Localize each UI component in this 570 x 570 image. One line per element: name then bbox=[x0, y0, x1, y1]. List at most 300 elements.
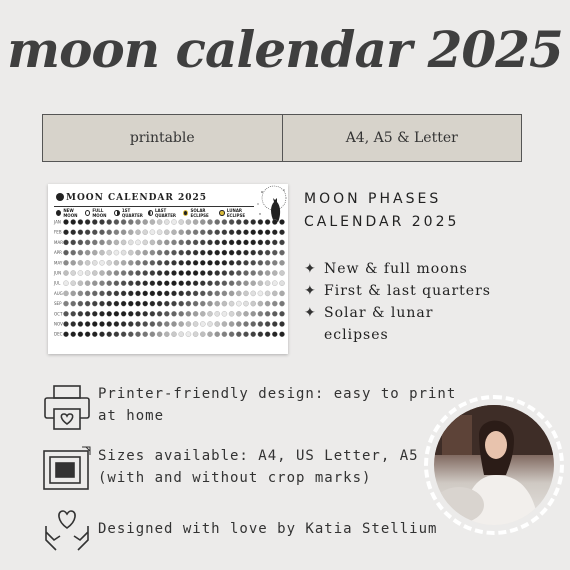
month-label: MAR bbox=[54, 239, 63, 245]
moon-phase-dot bbox=[71, 219, 76, 224]
moon-phase-dot bbox=[85, 332, 90, 337]
legend-solar-eclipse: SOLAR ECLIPSE bbox=[183, 208, 219, 218]
moon-phase-dot bbox=[186, 291, 191, 296]
moon-phase-dot bbox=[222, 230, 227, 235]
moon-phase-dot bbox=[171, 281, 176, 286]
banner-printable: printable bbox=[129, 130, 195, 146]
moon-phase-dot bbox=[200, 250, 205, 255]
moon-phase-dot bbox=[171, 240, 176, 245]
designer-line: Designed with love by Katia Stellium bbox=[98, 521, 438, 537]
moon-phase-dot bbox=[171, 270, 176, 275]
four-point-star-icon: ✦ bbox=[304, 305, 317, 321]
moon-phase-dot bbox=[279, 270, 284, 275]
moon-phase-dot bbox=[128, 301, 133, 306]
moon-phase-dot bbox=[63, 301, 68, 306]
moon-phase-dot bbox=[193, 301, 198, 306]
moon-phase-dot bbox=[114, 301, 119, 306]
moon-phase-dot bbox=[107, 321, 112, 326]
moon-phase-dot bbox=[193, 291, 198, 296]
moon-phase-dot bbox=[186, 332, 191, 337]
moon-phase-dot bbox=[251, 311, 256, 316]
moon-phase-dot bbox=[243, 281, 248, 286]
four-point-star-icon: ✦ bbox=[304, 283, 317, 299]
hands-heart-icon bbox=[42, 506, 92, 554]
moon-phase-dot bbox=[92, 260, 97, 265]
paper-sizes-icon bbox=[42, 445, 92, 493]
moon-phase-dot bbox=[135, 260, 140, 265]
moon-phase-dot bbox=[85, 281, 90, 286]
moon-phase-dot bbox=[99, 270, 104, 275]
designer-photo-frame bbox=[424, 395, 564, 535]
moon-phase-dot bbox=[150, 240, 155, 245]
moon-phase-dot bbox=[150, 301, 155, 306]
moon-phase-dot bbox=[215, 240, 220, 245]
moon-phase-dot bbox=[92, 230, 97, 235]
moon-phase-dot bbox=[222, 291, 227, 296]
moon-phase-dot bbox=[236, 230, 241, 235]
moon-phase-dot bbox=[71, 332, 76, 337]
feature-item-continued: eclipses bbox=[324, 327, 389, 343]
moon-phase-dot bbox=[164, 332, 169, 337]
sizes-line-1: Sizes available: A4, US Letter, A5 bbox=[98, 448, 419, 464]
moon-phase-dot bbox=[200, 240, 205, 245]
moon-phase-dot bbox=[222, 240, 227, 245]
month-label: OCT bbox=[54, 311, 63, 317]
moon-phase-dot bbox=[121, 230, 126, 235]
moon-phase-dot bbox=[193, 219, 198, 224]
moon-phase-dot bbox=[279, 291, 284, 296]
moon-phase-dot bbox=[186, 250, 191, 255]
moon-phase-dot bbox=[143, 250, 148, 255]
moon-phase-dot bbox=[243, 332, 248, 337]
moon-phase-dot bbox=[71, 321, 76, 326]
moon-phase-dot bbox=[164, 321, 169, 326]
moon-phase-dot bbox=[107, 270, 112, 275]
moon-phase-dot bbox=[150, 250, 155, 255]
moon-phase-dot bbox=[78, 219, 83, 224]
moon-phase-dot bbox=[99, 311, 104, 316]
moon-phase-dot bbox=[186, 270, 191, 275]
moon-phase-dot bbox=[272, 230, 277, 235]
moon-phase-dot bbox=[171, 301, 176, 306]
moon-phase-dot bbox=[92, 240, 97, 245]
moon-phase-dot bbox=[215, 321, 220, 326]
moon-phase-dot bbox=[200, 219, 205, 224]
moon-phase-dot bbox=[186, 281, 191, 286]
moon-phase-dot bbox=[114, 311, 119, 316]
moon-phase-dot bbox=[121, 260, 126, 265]
legend-lunar-eclipse: LUNAR ECLIPSE bbox=[219, 208, 256, 218]
moon-phase-dot bbox=[164, 270, 169, 275]
moon-phase-dot bbox=[135, 321, 140, 326]
moon-phase-dot bbox=[99, 250, 104, 255]
moon-phase-dot bbox=[63, 311, 68, 316]
moon-phase-dot bbox=[128, 230, 133, 235]
moon-phase-dot bbox=[200, 270, 205, 275]
moon-phase-dot bbox=[258, 230, 263, 235]
moon-phase-dot bbox=[251, 281, 256, 286]
moon-phase-dot bbox=[143, 301, 148, 306]
moon-phase-dot bbox=[114, 321, 119, 326]
moon-phase-dot bbox=[222, 250, 227, 255]
moon-phase-dot bbox=[63, 250, 68, 255]
moon-phase-dot bbox=[179, 260, 184, 265]
moon-phase-dot bbox=[143, 270, 148, 275]
moon-phase-dot bbox=[229, 219, 234, 224]
moon-phase-dot bbox=[179, 291, 184, 296]
moon-phase-dot bbox=[229, 281, 234, 286]
moon-phase-dot bbox=[236, 332, 241, 337]
month-label: MAY bbox=[54, 260, 63, 266]
moon-phase-dot bbox=[258, 311, 263, 316]
moon-phase-dot bbox=[99, 321, 104, 326]
moon-phase-dot bbox=[85, 240, 90, 245]
moon-phase-dot bbox=[114, 291, 119, 296]
headline-line-2: CALENDAR 2025 bbox=[304, 214, 460, 230]
moon-phase-dot bbox=[92, 321, 97, 326]
moon-phase-dot bbox=[243, 301, 248, 306]
moon-phase-dot bbox=[251, 301, 256, 306]
moon-phase-dot bbox=[78, 332, 83, 337]
moon-phase-dot bbox=[258, 250, 263, 255]
moon-phase-dot bbox=[179, 332, 184, 337]
moon-phase-dot bbox=[85, 260, 90, 265]
moon-phase-dot bbox=[157, 311, 162, 316]
moon-phase-dot bbox=[63, 270, 68, 275]
moon-phase-dot bbox=[193, 332, 198, 337]
moon-phase-dot bbox=[236, 281, 241, 286]
moon-phase-dot bbox=[114, 230, 119, 235]
moon-phase-dot bbox=[179, 321, 184, 326]
moon-phase-dot bbox=[258, 301, 263, 306]
moon-phase-dot bbox=[150, 260, 155, 265]
moon-phase-dot bbox=[279, 332, 284, 337]
moon-phase-dot bbox=[207, 230, 212, 235]
moon-phase-dot bbox=[236, 311, 241, 316]
feature-list bbox=[304, 258, 491, 346]
legend-first-quarter: 1ST QUARTER bbox=[114, 208, 147, 218]
moon-phase-dot bbox=[157, 260, 162, 265]
moon-phase-dot bbox=[222, 281, 227, 286]
headline-line-1: MOON PHASES bbox=[304, 191, 442, 207]
moon-phase-dot bbox=[272, 219, 277, 224]
moon-phase-dot bbox=[272, 270, 277, 275]
moon-phase-dot bbox=[135, 240, 140, 245]
moon-phase-dot bbox=[107, 311, 112, 316]
moon-phase-dot bbox=[128, 291, 133, 296]
moon-phase-dot bbox=[128, 281, 133, 286]
moon-phase-dot bbox=[200, 301, 205, 306]
moon-phase-dot bbox=[186, 321, 191, 326]
moon-phase-dot bbox=[171, 230, 176, 235]
moon-phase-dot bbox=[85, 321, 90, 326]
moon-phase-dot bbox=[229, 270, 234, 275]
moon-phase-dot bbox=[71, 281, 76, 286]
moon-phase-dot bbox=[150, 281, 155, 286]
moon-phase-dot bbox=[85, 301, 90, 306]
moon-phase-dot bbox=[114, 240, 119, 245]
moon-phase-dot bbox=[200, 260, 205, 265]
feature-item: ✦ New & full moons bbox=[304, 258, 491, 280]
moon-phase-dot bbox=[107, 281, 112, 286]
moon-phase-dot bbox=[258, 281, 263, 286]
feature-item: ✦ Solar & lunar bbox=[304, 302, 491, 324]
moon-phase-dot bbox=[258, 260, 263, 265]
moon-phase-dot bbox=[272, 250, 277, 255]
moon-phase-dot bbox=[143, 321, 148, 326]
moon-phase-dot bbox=[236, 291, 241, 296]
moon-phase-dot bbox=[107, 291, 112, 296]
moon-phase-dot bbox=[157, 291, 162, 296]
moon-phase-dot bbox=[85, 291, 90, 296]
moon-phase-dot bbox=[207, 301, 212, 306]
moon-phase-dot bbox=[279, 311, 284, 316]
moon-phase-dot bbox=[157, 250, 162, 255]
moon-phase-dot bbox=[157, 321, 162, 326]
moon-phase-dot bbox=[229, 321, 234, 326]
moon-phase-dot bbox=[78, 311, 83, 316]
moon-phase-dot bbox=[157, 240, 162, 245]
moon-phase-dot bbox=[265, 301, 270, 306]
moon-phase-dot bbox=[92, 311, 97, 316]
moon-phase-dot bbox=[215, 260, 220, 265]
banner-sizes: A4, A5 & Letter bbox=[282, 115, 522, 161]
moon-phase-dot bbox=[236, 240, 241, 245]
moon-phase-dot bbox=[179, 250, 184, 255]
moon-phase-dot bbox=[107, 250, 112, 255]
month-label: SEP bbox=[54, 301, 62, 307]
moon-phase-dot bbox=[78, 260, 83, 265]
moon-phase-dot bbox=[207, 240, 212, 245]
moon-phase-dot bbox=[92, 332, 97, 337]
moon-phase-dot bbox=[251, 291, 256, 296]
moon-phase-dot bbox=[265, 281, 270, 286]
moon-phase-dot bbox=[92, 270, 97, 275]
moon-phase-dot bbox=[164, 311, 169, 316]
moon-phase-dot bbox=[78, 301, 83, 306]
calendar-thumbnail bbox=[48, 184, 288, 354]
moon-phase-dot bbox=[229, 230, 234, 235]
moon-phase-dot bbox=[243, 219, 248, 224]
moon-phase-dot bbox=[279, 321, 284, 326]
moon-phase-dot bbox=[193, 281, 198, 286]
moon-phase-dot bbox=[243, 311, 248, 316]
moon-phase-dot bbox=[71, 301, 76, 306]
moon-phase-dot bbox=[222, 301, 227, 306]
moon-phase-dot bbox=[207, 250, 212, 255]
moon-phase-dot bbox=[229, 301, 234, 306]
moon-phase-dot bbox=[258, 321, 263, 326]
moon-phase-dot bbox=[243, 240, 248, 245]
moon-phase-dot bbox=[63, 260, 68, 265]
moon-phase-dot bbox=[85, 250, 90, 255]
moon-phase-dot bbox=[143, 311, 148, 316]
moon-phase-dot bbox=[200, 230, 205, 235]
moon-phase-dot bbox=[164, 260, 169, 265]
sizes-row bbox=[42, 445, 419, 493]
moon-phase-dot bbox=[128, 321, 133, 326]
moon-phase-dot bbox=[150, 311, 155, 316]
moon-phase-dot bbox=[229, 250, 234, 255]
moon-phase-dot bbox=[207, 332, 212, 337]
moon-phase-dot bbox=[193, 260, 198, 265]
sizes-line-2: (with and without crop marks) bbox=[98, 470, 372, 486]
moon-phase-dot bbox=[222, 219, 227, 224]
moon-phase-dot bbox=[243, 270, 248, 275]
moon-phase-dot bbox=[207, 219, 212, 224]
moon-phase-dot bbox=[272, 332, 277, 337]
moon-phase-dot bbox=[128, 240, 133, 245]
moon-phase-dot bbox=[251, 270, 256, 275]
moon-phase-dot bbox=[200, 291, 205, 296]
moon-phase-dot bbox=[71, 260, 76, 265]
moon-phase-dot bbox=[157, 332, 162, 337]
moon-phase-dot bbox=[143, 291, 148, 296]
moon-phase-dot bbox=[215, 332, 220, 337]
moon-phase-dot bbox=[215, 291, 220, 296]
moon-phase-dot bbox=[99, 260, 104, 265]
moon-phase-dot bbox=[236, 270, 241, 275]
moon-phase-dot bbox=[157, 270, 162, 275]
moon-phase-dot bbox=[164, 281, 169, 286]
moon-phase-dot bbox=[78, 270, 83, 275]
moon-phase-dot bbox=[258, 291, 263, 296]
moon-phase-dot bbox=[236, 301, 241, 306]
moon-phase-dot bbox=[186, 219, 191, 224]
moon-phase-dot bbox=[236, 260, 241, 265]
moon-phase-dot bbox=[99, 281, 104, 286]
moon-phase-dot bbox=[78, 281, 83, 286]
moon-phase-dot bbox=[128, 260, 133, 265]
month-label: FEB bbox=[54, 229, 62, 235]
moon-phase-dot bbox=[200, 281, 205, 286]
moon-phase-dot bbox=[272, 281, 277, 286]
moon-phase-dot bbox=[114, 332, 119, 337]
moon-phase-dot bbox=[279, 250, 284, 255]
legend-new-moon: NEW MOON bbox=[56, 208, 85, 218]
moon-phase-dot bbox=[251, 230, 256, 235]
moon-phase-dot bbox=[215, 270, 220, 275]
moon-phase-dot bbox=[272, 291, 277, 296]
moon-phase-dot bbox=[222, 260, 227, 265]
moon-phase-dot bbox=[114, 260, 119, 265]
moon-phase-dot bbox=[272, 240, 277, 245]
moon-phase-dot bbox=[251, 219, 256, 224]
moon-phase-dot bbox=[63, 281, 68, 286]
moon-phase-dot bbox=[121, 301, 126, 306]
printer-line-2: at home bbox=[98, 408, 165, 424]
moon-phase-dot bbox=[207, 321, 212, 326]
moon-phase-dot bbox=[99, 301, 104, 306]
four-point-star-icon: ✦ bbox=[304, 261, 317, 277]
moon-phase-dot bbox=[179, 281, 184, 286]
moon-phase-dot bbox=[279, 281, 284, 286]
moon-phase-dot bbox=[193, 230, 198, 235]
moon-phase-dot bbox=[99, 219, 104, 224]
moon-phase-dot bbox=[164, 219, 169, 224]
moon-phase-dot bbox=[63, 240, 68, 245]
moon-phase-dot bbox=[258, 219, 263, 224]
moon-phase-dot bbox=[114, 250, 119, 255]
feature-item: ✦ First & last quarters bbox=[304, 280, 491, 302]
moon-phase-dot bbox=[107, 260, 112, 265]
moon-phase-dot bbox=[121, 332, 126, 337]
moon-phase-dot bbox=[251, 240, 256, 245]
moon-phase-dot bbox=[121, 219, 126, 224]
moon-phase-dot bbox=[279, 240, 284, 245]
moon-phase-dot bbox=[78, 230, 83, 235]
moon-phase-dot bbox=[135, 230, 140, 235]
moon-phase-dot bbox=[243, 321, 248, 326]
month-label: JUL bbox=[54, 280, 61, 286]
moon-phase-dot bbox=[265, 250, 270, 255]
moon-phase-dot bbox=[222, 270, 227, 275]
moon-phase-dot bbox=[128, 219, 133, 224]
moon-phase-dot bbox=[186, 260, 191, 265]
moon-phase-dot bbox=[179, 270, 184, 275]
moon-phase-dot bbox=[121, 311, 126, 316]
month-label: NOV bbox=[54, 321, 63, 327]
moon-phase-dot bbox=[164, 230, 169, 235]
moon-phase-dot bbox=[279, 260, 284, 265]
woman-portrait-image bbox=[434, 405, 554, 525]
moon-phase-dot bbox=[107, 332, 112, 337]
month-label: AUG bbox=[54, 290, 63, 296]
moon-phase-dot bbox=[92, 301, 97, 306]
moon-phase-dot bbox=[99, 332, 104, 337]
moon-phase-dot bbox=[236, 219, 241, 224]
moon-phase-dot bbox=[171, 250, 176, 255]
moon-phase-dot bbox=[200, 321, 205, 326]
moon-phase-dot bbox=[229, 291, 234, 296]
moon-phase-dot bbox=[207, 281, 212, 286]
moon-phase-dot bbox=[71, 311, 76, 316]
moon-phase-dot bbox=[164, 291, 169, 296]
moon-phase-dot bbox=[215, 311, 220, 316]
moon-phase-dot bbox=[150, 270, 155, 275]
moon-phase-dot bbox=[121, 270, 126, 275]
moon-phase-dot bbox=[71, 230, 76, 235]
moon-phase-dot bbox=[207, 260, 212, 265]
moon-phase-dot bbox=[193, 321, 198, 326]
moon-phase-dot bbox=[243, 250, 248, 255]
moon-phase-dot bbox=[135, 301, 140, 306]
moon-phase-dot bbox=[121, 291, 126, 296]
moon-phase-dot bbox=[121, 250, 126, 255]
moon-phase-dot bbox=[179, 219, 184, 224]
moon-phase-dot bbox=[171, 321, 176, 326]
moon-phase-dot bbox=[63, 321, 68, 326]
moon-phase-dot bbox=[121, 240, 126, 245]
moon-phase-dot bbox=[107, 230, 112, 235]
printer-heart-icon bbox=[42, 383, 92, 431]
moon-phase-dot bbox=[157, 230, 162, 235]
moon-phase-dot bbox=[186, 311, 191, 316]
moon-phase-dot bbox=[258, 240, 263, 245]
moon-phase-dot bbox=[157, 281, 162, 286]
moon-phase-dot bbox=[99, 291, 104, 296]
moon-phase-dot bbox=[85, 219, 90, 224]
moon-phase-dot bbox=[135, 311, 140, 316]
moon-phase-dot bbox=[272, 311, 277, 316]
moon-phase-dot bbox=[222, 311, 227, 316]
moon-phase-dot bbox=[265, 270, 270, 275]
moon-phase-dot bbox=[229, 332, 234, 337]
moon-phase-dot bbox=[63, 219, 68, 224]
moon-phase-dot bbox=[265, 321, 270, 326]
moon-phase-dot bbox=[236, 321, 241, 326]
moon-phase-dot bbox=[135, 219, 140, 224]
